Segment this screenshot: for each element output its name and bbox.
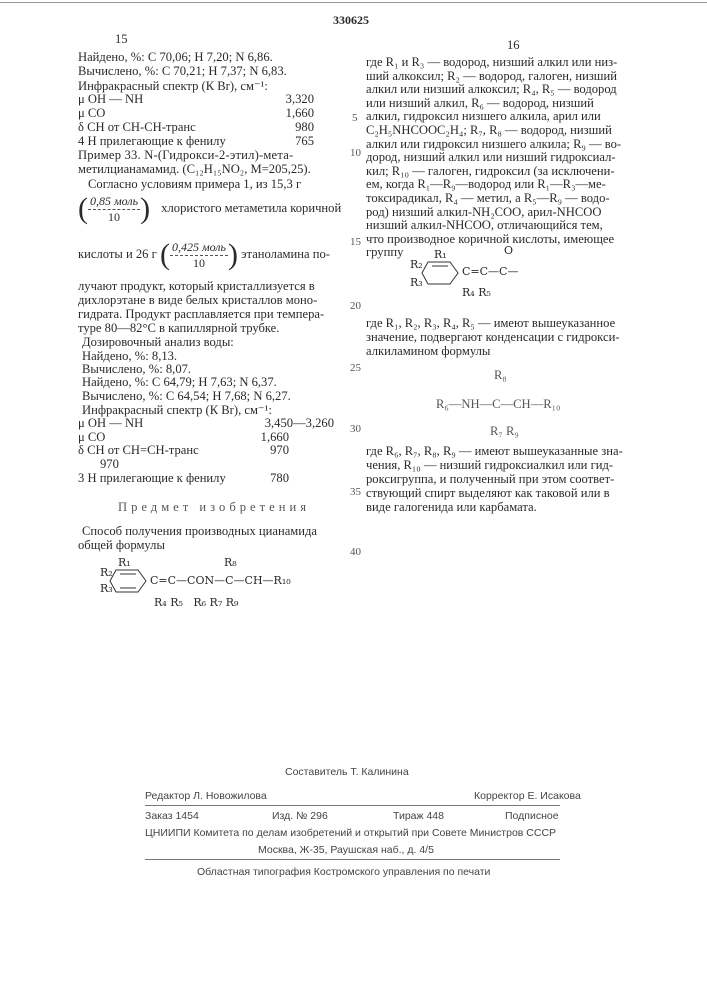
ir-row: μ OH — NH 3,320	[78, 92, 318, 107]
paragraph-line: чения, R₁₀ — низший гидроксиалкил или гид-	[366, 458, 642, 473]
line-number: 40	[350, 546, 361, 558]
paragraph-line: или низший алкил, R₆ — водород, низший	[366, 96, 642, 111]
paragraph-line: алкил или низший алкоксил; R₄, R₅ — водород	[366, 82, 642, 97]
formula2-main: R₆—NH—C—CH—R₁₀	[436, 397, 560, 412]
paragraph-line: род) низший алкил-NH₂COO, арил-NHCOO	[366, 205, 642, 220]
paragraph-line: дород, низший алкил или низший гидроксиал-	[366, 150, 642, 165]
paragraph-line: группу	[366, 245, 642, 260]
paragraph-line: алкил или гидроксил низшего алкила; R₉ — во-	[366, 137, 642, 152]
paragraph-line: ший алкоксил; R₂ — водород, галоген, низший	[366, 69, 642, 84]
paragraph-line: где R₁ и R₃ — водород, низший алкил или низ-	[366, 55, 642, 70]
ir-heading: Инфракрасный спектр (К Вr), см⁻¹:	[78, 78, 350, 94]
ir-row: μ CO 1,660	[78, 430, 293, 445]
section-heading: Предмет изобретения	[78, 500, 350, 515]
paragraph-line: значение, подвергают конденсации с гидрокси-	[366, 330, 642, 345]
line-number: 5	[352, 112, 358, 124]
paragraph-line: токсирадикал, R₄ — метил, а R₅—R₉ — водо-	[366, 191, 642, 206]
paragraph-line: туре 80—82°С в капиллярной трубке.	[78, 321, 350, 336]
paragraph-line: Инфракрасный спектр (К Вr), см⁻¹:	[78, 402, 354, 418]
ir-row: μ OH — NH 3,450—3,260	[78, 416, 338, 431]
editor: Редактор Л. Новожилова	[145, 790, 267, 802]
corrector: Корректор Е. Исакова	[474, 790, 581, 802]
printer: Областная типография Костромского управления по печати	[197, 866, 490, 878]
example-title: Пример 33. N-(Гидрокси-2-этил)-мета-	[78, 148, 350, 163]
paragraph-line: низший алкил-NHCOO, отличающийся тем,	[366, 218, 642, 233]
example-title-2: метилцианамамид. (C₁₂H₁₅NO₂, M=205,25).	[78, 162, 350, 177]
page-number-right: 16	[507, 38, 520, 53]
order-number: Заказ 1454	[145, 810, 199, 822]
formula2-bottom: R₇ R₉	[490, 424, 519, 439]
paragraph-line: Вычислено, %: С 64,54; Н 7,68; N 6,27.	[78, 389, 354, 404]
scan-edge	[0, 2, 707, 3]
line-number: 30	[350, 423, 361, 435]
paragraph-line: Найдено, %: С 64,79; Н 7,63; N 6,37.	[78, 375, 354, 390]
paragraph-line: ем, когда R₁—R₉—водород или R₁—R₃—ме-	[366, 177, 642, 192]
divider	[145, 805, 560, 806]
subscription: Подписное	[505, 810, 559, 822]
ir-row: δ CH от CH=CH-транс 970	[78, 443, 293, 458]
paragraph-line: где R₁, R₂, R₃, R₄, R₅ — имеют вышеуказанное	[366, 316, 642, 331]
address: Москва, Ж-35, Раушская наб., д. 4/5	[258, 844, 434, 856]
paragraph-line: C₂H₅NHCOOC₂H₄; R₇, R₈ — водород, низший	[366, 123, 642, 138]
fraction-line-1: ( 0,85 моль 10 ) хлористого метаметила коричной	[78, 192, 350, 226]
paragraph-line: что производное коричной кислоты, имеющее	[366, 232, 642, 247]
ir-extra: 970	[78, 457, 372, 472]
paragraph-line: общей формулы	[78, 538, 350, 553]
patent-number: 330625	[333, 13, 369, 28]
fraction-2: 0,425 моль 10	[170, 240, 228, 271]
paragraph: Согласно условиям примера 1, из 15,3 г	[78, 177, 360, 192]
paragraph-line: виде галогенида или карбамата.	[366, 500, 642, 515]
paragraph-line: лучают продукт, который кристаллизуется в	[78, 279, 350, 294]
paragraph-line: кил; R₁₀ — галоген, гидроксил (за исключени-	[366, 164, 642, 179]
paragraph-line: алкил, гидроксил низшего алкила, арил или	[366, 109, 642, 124]
paragraph-line: гидрата. Продукт расплавляется при темпера-	[78, 307, 350, 322]
benzene-ring-icon	[420, 260, 460, 286]
ir-row: 3 H прилегающие к фенилу 780	[78, 471, 293, 486]
paragraph-line: дихлорэтане в виде белых кристаллов моно-	[78, 293, 350, 308]
organization: ЦНИИПИ Комитета по делам изобретений и открытий при Совете Министров СССР	[145, 827, 556, 839]
paragraph-line: Вычислено, %: 8,07.	[78, 362, 354, 377]
circulation: Тираж 448	[393, 810, 444, 822]
edition-number: Изд. № 296	[272, 810, 328, 822]
found-line: Найдено, %: С 70,06; Н 7,20; N 6,86.	[78, 50, 350, 65]
paragraph-line: Способ получения производных цианамида	[78, 524, 354, 539]
fraction-1: 0,85 моль 10	[88, 194, 140, 225]
line-number: 10	[350, 147, 361, 159]
general-formula: R₁ R₂ R₃ R₈ C=C—CON—C—CH—R₁₀ R₄ R₅ R₆ R₇ R₉	[100, 556, 350, 616]
paragraph-line: где R₆, R₇, R₈, R₉ — имеют вышеуказанные зна-	[366, 444, 642, 459]
formula2-top: R₈	[494, 368, 507, 383]
benzene-ring-icon	[108, 568, 148, 594]
fraction-line-2: кислоты и 26 г ( 0,425 моль 10 ) этаноламина по-	[78, 238, 350, 272]
line-number: 35	[350, 486, 361, 498]
line-number: 15	[350, 236, 361, 248]
line-number: 20	[350, 300, 361, 312]
line-number: 25	[350, 362, 361, 374]
calc-line: Вычислено, %: С 70,21; Н 7,37; N 6,83.	[78, 64, 350, 79]
ir-row: δ CH от CH-CH-транс 980	[78, 120, 318, 135]
divider	[145, 859, 560, 860]
paragraph-line: Найдено, %: 8,13.	[78, 349, 354, 364]
paragraph-line: роксигруппа, и полученный при этом соответ-	[366, 472, 642, 487]
ir-row: μ CO 1,660	[78, 106, 318, 121]
paragraph-line: ствующий спирт выделяют как таковой или в	[366, 486, 642, 501]
patent-page	[0, 0, 707, 1000]
cinnamic-group-formula: R₁ R₂ R₃ O C=C—C— R₄ R₅	[410, 248, 610, 308]
ir-row: 4 H прилегающие к фенилу 765	[78, 134, 318, 149]
paragraph-line: Дозировочный анализ воды:	[78, 335, 354, 350]
paragraph-line: алкиламином формулы	[366, 344, 642, 359]
page-number-left: 15	[115, 32, 128, 47]
compiler: Составитель Т. Калинина	[285, 766, 409, 778]
